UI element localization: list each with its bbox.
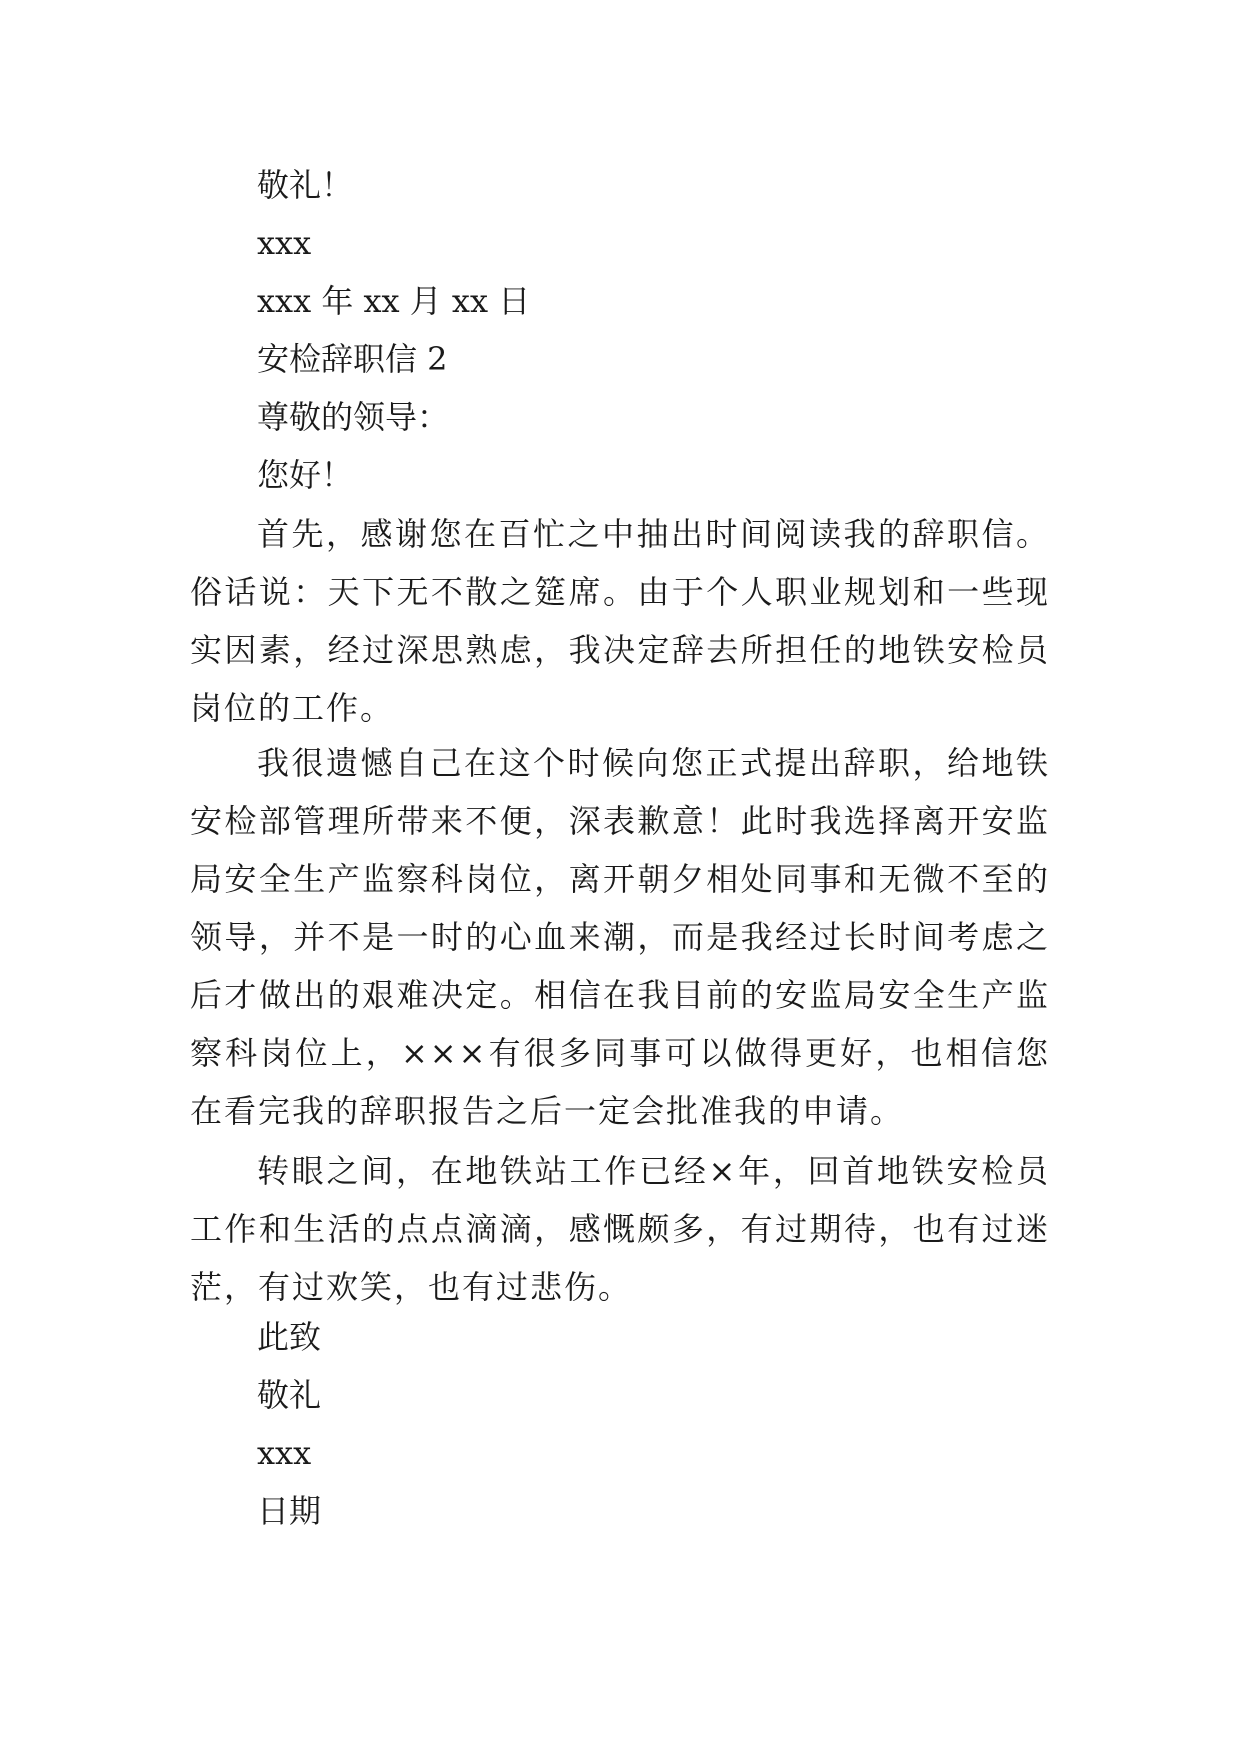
greeting-line: 您好！	[257, 456, 354, 494]
body-paragraph: 转眼之间，在地铁站工作已经×年，回首地铁安检员工作和生活的点点滴滴，感慨颇多，有过期待，也有过迷茫，有过欢笑，也有过悲伤。	[190, 1152, 1050, 1306]
letter-title: 安检辞职信 2	[257, 340, 448, 378]
addressee-line: 尊敬的领导：	[257, 398, 450, 436]
closing-date: 日期	[257, 1492, 322, 1530]
body-paragraph: 首先，感谢您在百忙之中抽出时间阅读我的辞职信。俗话说：天下无不散之筵席。由于个人职业规划和一些现实因素，经过深思熟虑，我决定辞去所担任的地铁安检员岗位的工作。	[190, 515, 1050, 727]
closing-regards: 敬礼	[257, 1376, 322, 1414]
closing-signature: xxx	[257, 1434, 312, 1472]
signature-line: xxx	[257, 224, 312, 262]
date-line: xxx 年 xx 月 xx 日	[257, 282, 531, 320]
body-paragraph: 我很遗憾自己在这个时候向您正式提出辞职，给地铁安检部管理所带来不便，深表歉意！此时我选择离开安监局安全生产监察科岗位，离开朝夕相处同事和无微不至的领导，并不是一时的心血来潮，而是我经过长时间考虑之后才做出的艰难决定。相信在我目前的安监局安全生产监察科岗位上，×××有很多同事可以做得更好，也相信您在看完我的辞职报告之后一定会批准我的申请。	[190, 744, 1050, 1130]
salutation-line: 敬礼！	[257, 166, 354, 204]
closing-line: 此致	[257, 1318, 322, 1356]
